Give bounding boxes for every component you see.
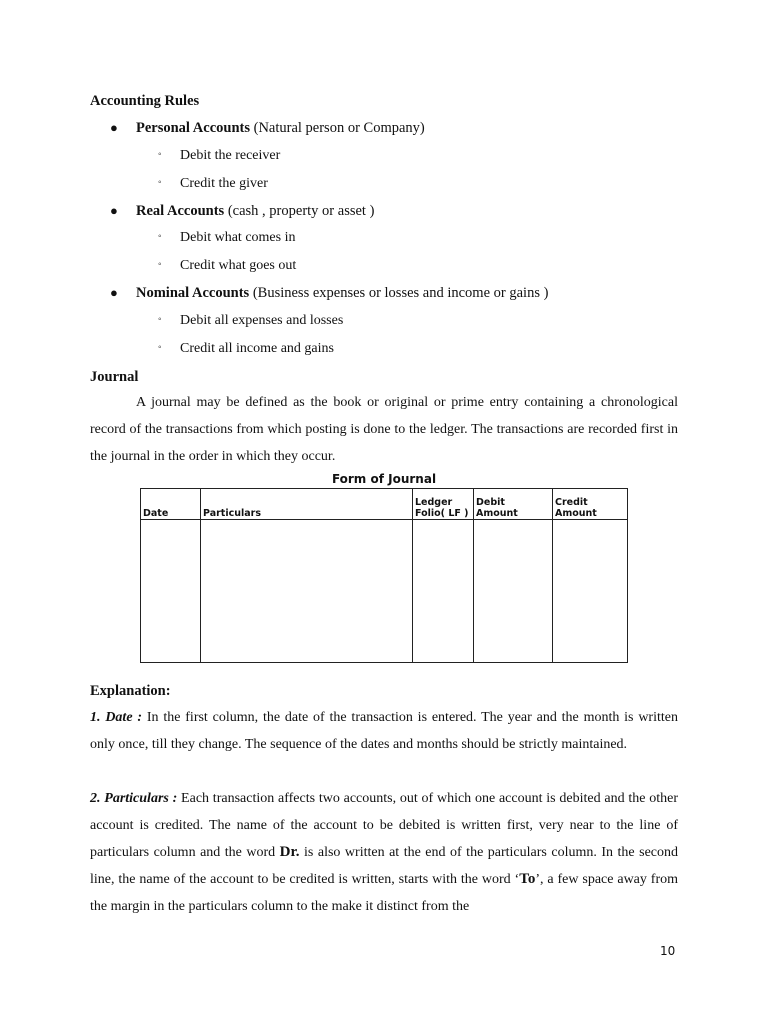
bullet-icon: ● <box>110 120 118 135</box>
rule-item <box>158 313 343 329</box>
table-row <box>141 520 628 663</box>
rule-real-accounts <box>110 203 374 220</box>
bullet-icon: ● <box>110 203 118 218</box>
rule-item <box>158 258 296 274</box>
journal-definition-text: A journal may be defined as the book or original or prime entry containing a chronological record of the transactions from which posting is done to the ledger. The transactions are recorded first in the journal in the order in which they occur. <box>90 395 678 464</box>
rule-item-text: Debit all expenses and losses <box>180 313 344 328</box>
circle-bullet-icon: ◦ <box>158 259 162 270</box>
rule-name: Real Accounts <box>136 203 225 219</box>
rule-nominal-accounts <box>110 285 548 302</box>
explanation-particulars-paragraph <box>90 785 678 920</box>
table-cell <box>141 520 201 663</box>
table-cell <box>553 520 628 663</box>
rule-item <box>158 230 295 246</box>
table-header-row <box>141 489 628 520</box>
rule-item <box>158 148 280 164</box>
circle-bullet-icon: ◦ <box>158 149 162 160</box>
table-cell <box>413 520 474 663</box>
column-header-particulars: Particulars <box>201 489 413 520</box>
circle-bullet-icon: ◦ <box>158 342 162 353</box>
rule-item-text: Credit what goes out <box>180 258 297 273</box>
particulars-label: 2. Particulars : <box>90 791 178 806</box>
dr-word: Dr. <box>279 844 300 860</box>
column-header-debit-amount: Debit Amount <box>474 489 553 520</box>
form-of-journal-title: Form of Journal <box>331 472 437 486</box>
rule-description: (Natural person or Company) <box>249 120 425 136</box>
page-number: 10 <box>660 944 676 958</box>
rule-description: (cash , property or asset ) <box>224 203 375 219</box>
accounting-rules-heading: Accounting Rules <box>90 93 200 109</box>
to-word: To <box>519 871 536 887</box>
particulars-text-1: Each transaction affects two accounts, out of which one account is debited and the other account is credited. The name of the account to be debited is written first, very near to the line of particulars column and the word <box>90 791 678 860</box>
rule-personal-accounts <box>110 120 425 137</box>
explanation-date-paragraph <box>90 704 678 758</box>
explanation-heading: Explanation: <box>90 683 171 699</box>
rule-item-text: Debit what comes in <box>180 230 296 245</box>
rule-item <box>158 341 334 357</box>
date-label: 1. Date : <box>90 710 143 725</box>
journal-definition <box>90 389 678 470</box>
column-header-ledger-folio: Ledger Folio( LF ) <box>413 489 474 520</box>
bullet-icon: ● <box>110 285 118 300</box>
column-header-date: Date <box>141 489 201 520</box>
table-cell <box>474 520 553 663</box>
circle-bullet-icon: ◦ <box>158 231 162 242</box>
date-text: In the first column, the date of the transaction is entered. The year and the month is written only once, till they change. The sequence of the dates and months should be strictly maintained. <box>90 710 678 752</box>
rule-item-text: Credit all income and gains <box>180 341 334 356</box>
journal-form-table <box>140 488 628 663</box>
journal-heading: Journal <box>90 369 139 385</box>
rule-item <box>158 176 268 192</box>
circle-bullet-icon: ◦ <box>158 177 162 188</box>
column-header-credit-amount: Credit Amount <box>553 489 628 520</box>
particulars-text-3: ’, a few space away from the margin in the particulars column to the make it distinct from the <box>90 872 678 914</box>
rule-name: Personal Accounts <box>136 120 250 136</box>
rule-item-text: Debit the receiver <box>180 148 281 163</box>
particulars-text-2: is also written at the end of the particulars column. In the second line, the name of the account to be credited is written, starts with the word ‘ <box>90 845 678 887</box>
rule-item-text: Credit the giver <box>180 176 268 191</box>
rule-name: Nominal Accounts <box>136 285 250 301</box>
rule-description: (Business expenses or losses and income or gains ) <box>249 285 549 301</box>
table-cell <box>201 520 413 663</box>
circle-bullet-icon: ◦ <box>158 314 162 325</box>
